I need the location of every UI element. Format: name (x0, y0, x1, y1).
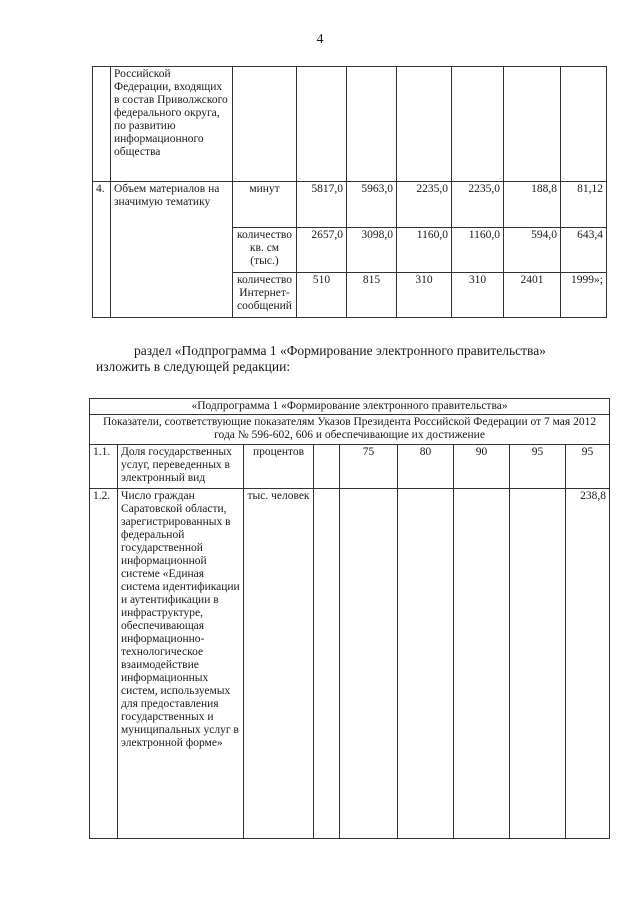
value-cell (398, 489, 454, 839)
indicator-name-cell: Российской Федерации, входящих в состав Приволжского федерального округа, по развитию информационного общества (111, 67, 233, 182)
value-cell: 310 (397, 273, 452, 318)
value-cell: 2657,0 (297, 228, 347, 273)
value-cell: 2401 (504, 273, 561, 318)
indicators-table-bottom (89, 398, 610, 839)
value-cell: 238,8 (566, 489, 610, 839)
value-cell: 1160,0 (397, 228, 452, 273)
value-cell: 310 (452, 273, 504, 318)
indicator-name-cell: Доля государственных услуг, переведенных в электронный вид (118, 445, 244, 489)
value-cell (314, 445, 340, 489)
value-cell: 594,0 (504, 228, 561, 273)
indicator-name-cell: Объем материалов на значимую тематику (111, 182, 233, 318)
table-row (93, 67, 607, 182)
instruction-line-2: изложить в следующей редакции: (96, 359, 291, 374)
table-row (93, 182, 607, 228)
value-cell: 81,12 (561, 182, 607, 228)
subprogram-title: «Подпрограмма 1 «Формирование электронного правительства» (90, 399, 610, 415)
value-cell: 188,8 (504, 182, 561, 228)
value-cell: 5963,0 (347, 182, 397, 228)
value-cell: 5817,0 (297, 182, 347, 228)
unit-cell: тыс. человек (244, 489, 314, 839)
value-cell: 80 (398, 445, 454, 489)
row-num-cell (93, 67, 111, 182)
row-num-cell: 4. (93, 182, 111, 318)
unit-cell: количество кв. см (тыс.) (233, 228, 297, 273)
value-cell: 510 (297, 273, 347, 318)
table-row (90, 415, 610, 445)
value-cell (314, 489, 340, 839)
value-cell: 2235,0 (397, 182, 452, 228)
value-cell: 90 (454, 445, 510, 489)
value-cell (510, 489, 566, 839)
unit-cell: количество Интернет-сообщений (233, 273, 297, 318)
value-cell: 3098,0 (347, 228, 397, 273)
value-cell: 643,4 (561, 228, 607, 273)
table-row (90, 399, 610, 415)
value-cell: 1160,0 (452, 228, 504, 273)
value-cell (340, 489, 398, 839)
indicator-name-cell: Число граждан Саратовской области, зарегистрированных в федеральной государственной информационной системе «Единая система идентификации и аутентификации в инфраструктуре, обеспечивающая информационно-технологическое взаимодействие информационных систем, используемых для предоставления государственных и муниципальных услуг в электронной форме» (118, 489, 244, 839)
value-cell (454, 489, 510, 839)
value-cell: 75 (340, 445, 398, 489)
page-number: 4 (316, 32, 324, 47)
value-cell: 815 (347, 273, 397, 318)
table-row (90, 489, 610, 839)
indicators-subtitle: Показатели, соответствующие показателям Указов Президента Российской Федерации от 7 мая 2012 года № 596-602, 606 и обеспечивающие их достижение (90, 415, 610, 445)
instruction-line-1: раздел «Подпрограмма 1 «Формирование электронного правительства» (134, 343, 546, 358)
unit-cell: процентов (244, 445, 314, 489)
indicators-table-top (92, 66, 607, 318)
table-row (90, 445, 610, 489)
value-cell: 95 (566, 445, 610, 489)
value-cell: 95 (510, 445, 566, 489)
row-num-cell: 1.1. (90, 445, 118, 489)
value-cell: 1999»; (561, 273, 607, 318)
value-cell: 2235,0 (452, 182, 504, 228)
unit-cell: минут (233, 182, 297, 228)
row-num-cell: 1.2. (90, 489, 118, 839)
